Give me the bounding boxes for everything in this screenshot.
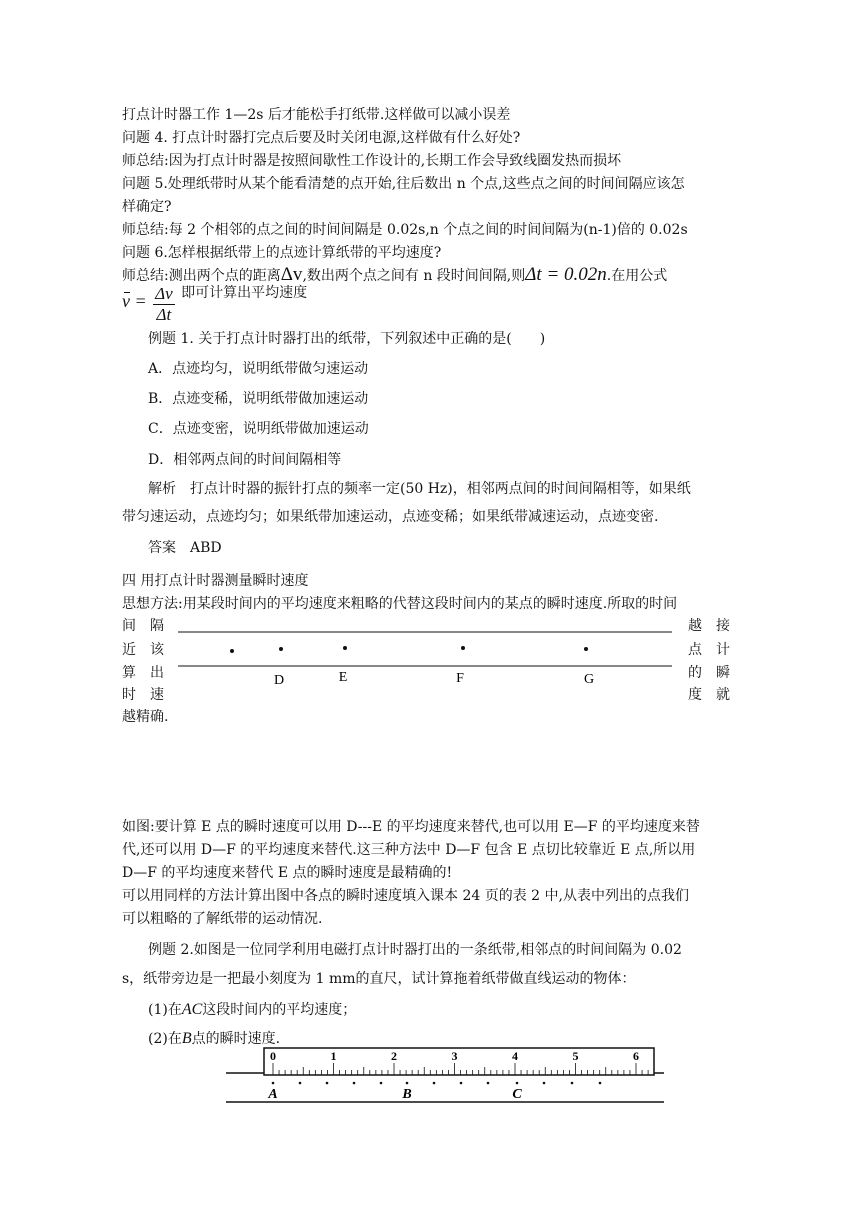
- explain-line-3: D—F 的平均速度来替代 E 点的瞬时速度是最精确的!: [122, 865, 453, 881]
- text: (2)在: [148, 1031, 182, 1047]
- tape-dot: [272, 1082, 275, 1085]
- tape-dot: [487, 1082, 490, 1085]
- tape-dot: [461, 646, 465, 650]
- text: 点的瞬时速度.: [191, 1031, 281, 1047]
- example-2-line-2: s，纸带旁边是一把最小刻度为 1 mm的直尺，试计算拖着纸带做直线运动的物体：: [122, 971, 636, 987]
- tape-label-e: E: [338, 670, 348, 685]
- tape-dot: [299, 1082, 302, 1085]
- answer: 答案 ABD: [148, 540, 222, 556]
- explain-line-4: 可以用同样的方法计算出图中各点的瞬时速度填入课本 24 页的表 2 中,从表中列出的点我们: [122, 888, 689, 904]
- ruler-number: 1: [330, 1049, 337, 1063]
- analysis-line-2: 带匀速运动，点迹均匀；如果纸带加速运动，点迹变稀；如果纸带减速运动，点迹变密.: [122, 509, 659, 525]
- section-last-line: 越精确.: [122, 709, 169, 725]
- formula-lhs: v =: [122, 290, 147, 311]
- explain-line-2: 代,还可以用 D—F 的平均速度来替代.这三种方法中 D—F 包含 E 点切比较靠近 E 点,所以用: [122, 842, 696, 858]
- tape-dot: [584, 647, 588, 651]
- ruler-number: 6: [633, 1049, 639, 1063]
- tape-dot: [326, 1082, 329, 1085]
- method-text: 思想方法:用某段时间内的平均速度来粗略的代替这段时间内的某点的瞬时速度.所取的时间: [122, 596, 678, 612]
- text: 师总结:测出两个点的距离: [122, 268, 281, 284]
- left-col-2: 近 该: [122, 642, 164, 658]
- text-line: 打点计时器工作 1—2s 后才能松手打纸带.这样做可以减小误差: [122, 107, 511, 123]
- question-4: 问题 4. 打点计时器打完点后要及时关闭电源,这样做有什么好处?: [122, 130, 521, 146]
- question-5-cont: 样确定?: [122, 199, 172, 215]
- right-col-4: 度 就: [688, 687, 730, 703]
- text: 这段时间内的平均速度；: [202, 1002, 357, 1018]
- tape-dot: [543, 1082, 546, 1085]
- ruler-figure: [220, 1045, 670, 1110]
- tape-point-label: C: [512, 1087, 522, 1102]
- ruler-number: 2: [391, 1049, 397, 1063]
- section-heading: 四 用打点计时器测量瞬时速度: [122, 573, 309, 589]
- overline: [124, 292, 130, 293]
- tape-dot: [353, 1082, 356, 1085]
- ruler-number: 4: [512, 1049, 518, 1063]
- tape-dot: [230, 649, 234, 653]
- option-a: A．点迹均匀，说明纸带做匀速运动: [148, 361, 369, 377]
- ruler-body: [264, 1048, 654, 1075]
- right-col-3: 的 瞬: [688, 665, 730, 681]
- text: ,数出两个点之间有 n 段时间间隔,则: [302, 268, 526, 284]
- question-6: 问题 6.怎样根据纸带上的点迹计算纸带的平均速度?: [122, 245, 442, 261]
- analysis-line-1: 解析 打点计时器的振针打点的频率一定(50 Hz)，相邻两点间的时间间隔相等，如果纸: [148, 481, 691, 497]
- option-c: C．点迹变密，说明纸带做加速运动: [148, 421, 369, 437]
- formula-fraction: [153, 284, 175, 325]
- right-col-2: 点 计: [688, 642, 730, 658]
- tape-labels: [267, 1087, 522, 1102]
- teacher-summary: 师总结:每 2 个相邻的点之间的时间间隔是 0.02s,n 个点之间的时间间隔为(n-1)倍的 0.02s: [122, 222, 688, 238]
- tape-dot: [599, 1082, 602, 1085]
- var-b: B: [181, 1030, 192, 1047]
- left-col-1: 间 隔: [122, 618, 164, 634]
- tape-dot: [279, 647, 283, 651]
- explain-line-1: 如图:要计算 E 点的瞬时速度可以用 D---E 的平均速度来替代,也可以用 E—F 的平均速度来替: [122, 819, 700, 835]
- formula-line: [122, 284, 307, 325]
- teacher-summary-formula: [122, 266, 667, 285]
- explain-line-5: 可以粗略的了解纸带的运动情况.: [122, 911, 323, 927]
- delta-v: Δv: [280, 264, 303, 285]
- tape-point-label: A: [268, 1087, 278, 1102]
- tape-label-g: G: [583, 672, 595, 687]
- tape-dot: [516, 1082, 519, 1085]
- text: .在用公式: [606, 268, 668, 284]
- var-ac: AC: [181, 1001, 203, 1018]
- paper-tape-figure: [170, 620, 680, 700]
- tape-dot: [460, 1082, 463, 1085]
- teacher-summary: 师总结:因为打点计时器是按照间歇性工作设计的,长期工作会导致线圈发热而损坏: [122, 153, 622, 169]
- fraction-numerator: Δv: [155, 284, 173, 303]
- sub-question-1: [148, 1001, 356, 1019]
- option-d: D．相邻两点间的时间间隔相等: [148, 452, 342, 468]
- tape-dot: [571, 1082, 574, 1085]
- question-5: 问题 5.处理纸带时从某个能看清楚的点开始,往后数出 n 个点,这些点之间的时间间隔应该怎: [122, 176, 685, 192]
- tape-dot: [380, 1082, 383, 1085]
- tape-point-label: B: [402, 1087, 412, 1102]
- fraction-denominator: Δt: [156, 305, 172, 324]
- option-b: B．点迹变稀，说明纸带做加速运动: [148, 391, 369, 407]
- right-col-1: 越 接: [688, 618, 730, 634]
- tape-dot: [343, 646, 347, 650]
- left-col-3: 算 出: [122, 665, 164, 681]
- left-col-4: 时 速: [122, 687, 164, 703]
- ruler-number: 5: [572, 1049, 579, 1063]
- text: 即可计算出平均速度: [181, 284, 308, 301]
- tape-dots: [272, 1082, 602, 1085]
- ruler-number: 0: [270, 1049, 276, 1063]
- tape-label-d: D: [273, 673, 285, 688]
- example-2-line-1: 例题 2.如图是一位同学利用电磁打点计时器打出的一条纸带,相邻点的时间间隔为 0.02: [148, 942, 682, 958]
- example-1-question: 例题 1. 关于打点计时器打出的纸带，下列叙述中正确的是( ): [148, 331, 546, 347]
- tape-dot: [406, 1082, 409, 1085]
- ruler-number: 3: [451, 1049, 458, 1063]
- delta-t-formula: Δt = 0.02n: [525, 264, 607, 285]
- text: (1)在: [148, 1002, 182, 1018]
- tape-dot: [433, 1082, 436, 1085]
- tape-label-f: F: [456, 671, 464, 686]
